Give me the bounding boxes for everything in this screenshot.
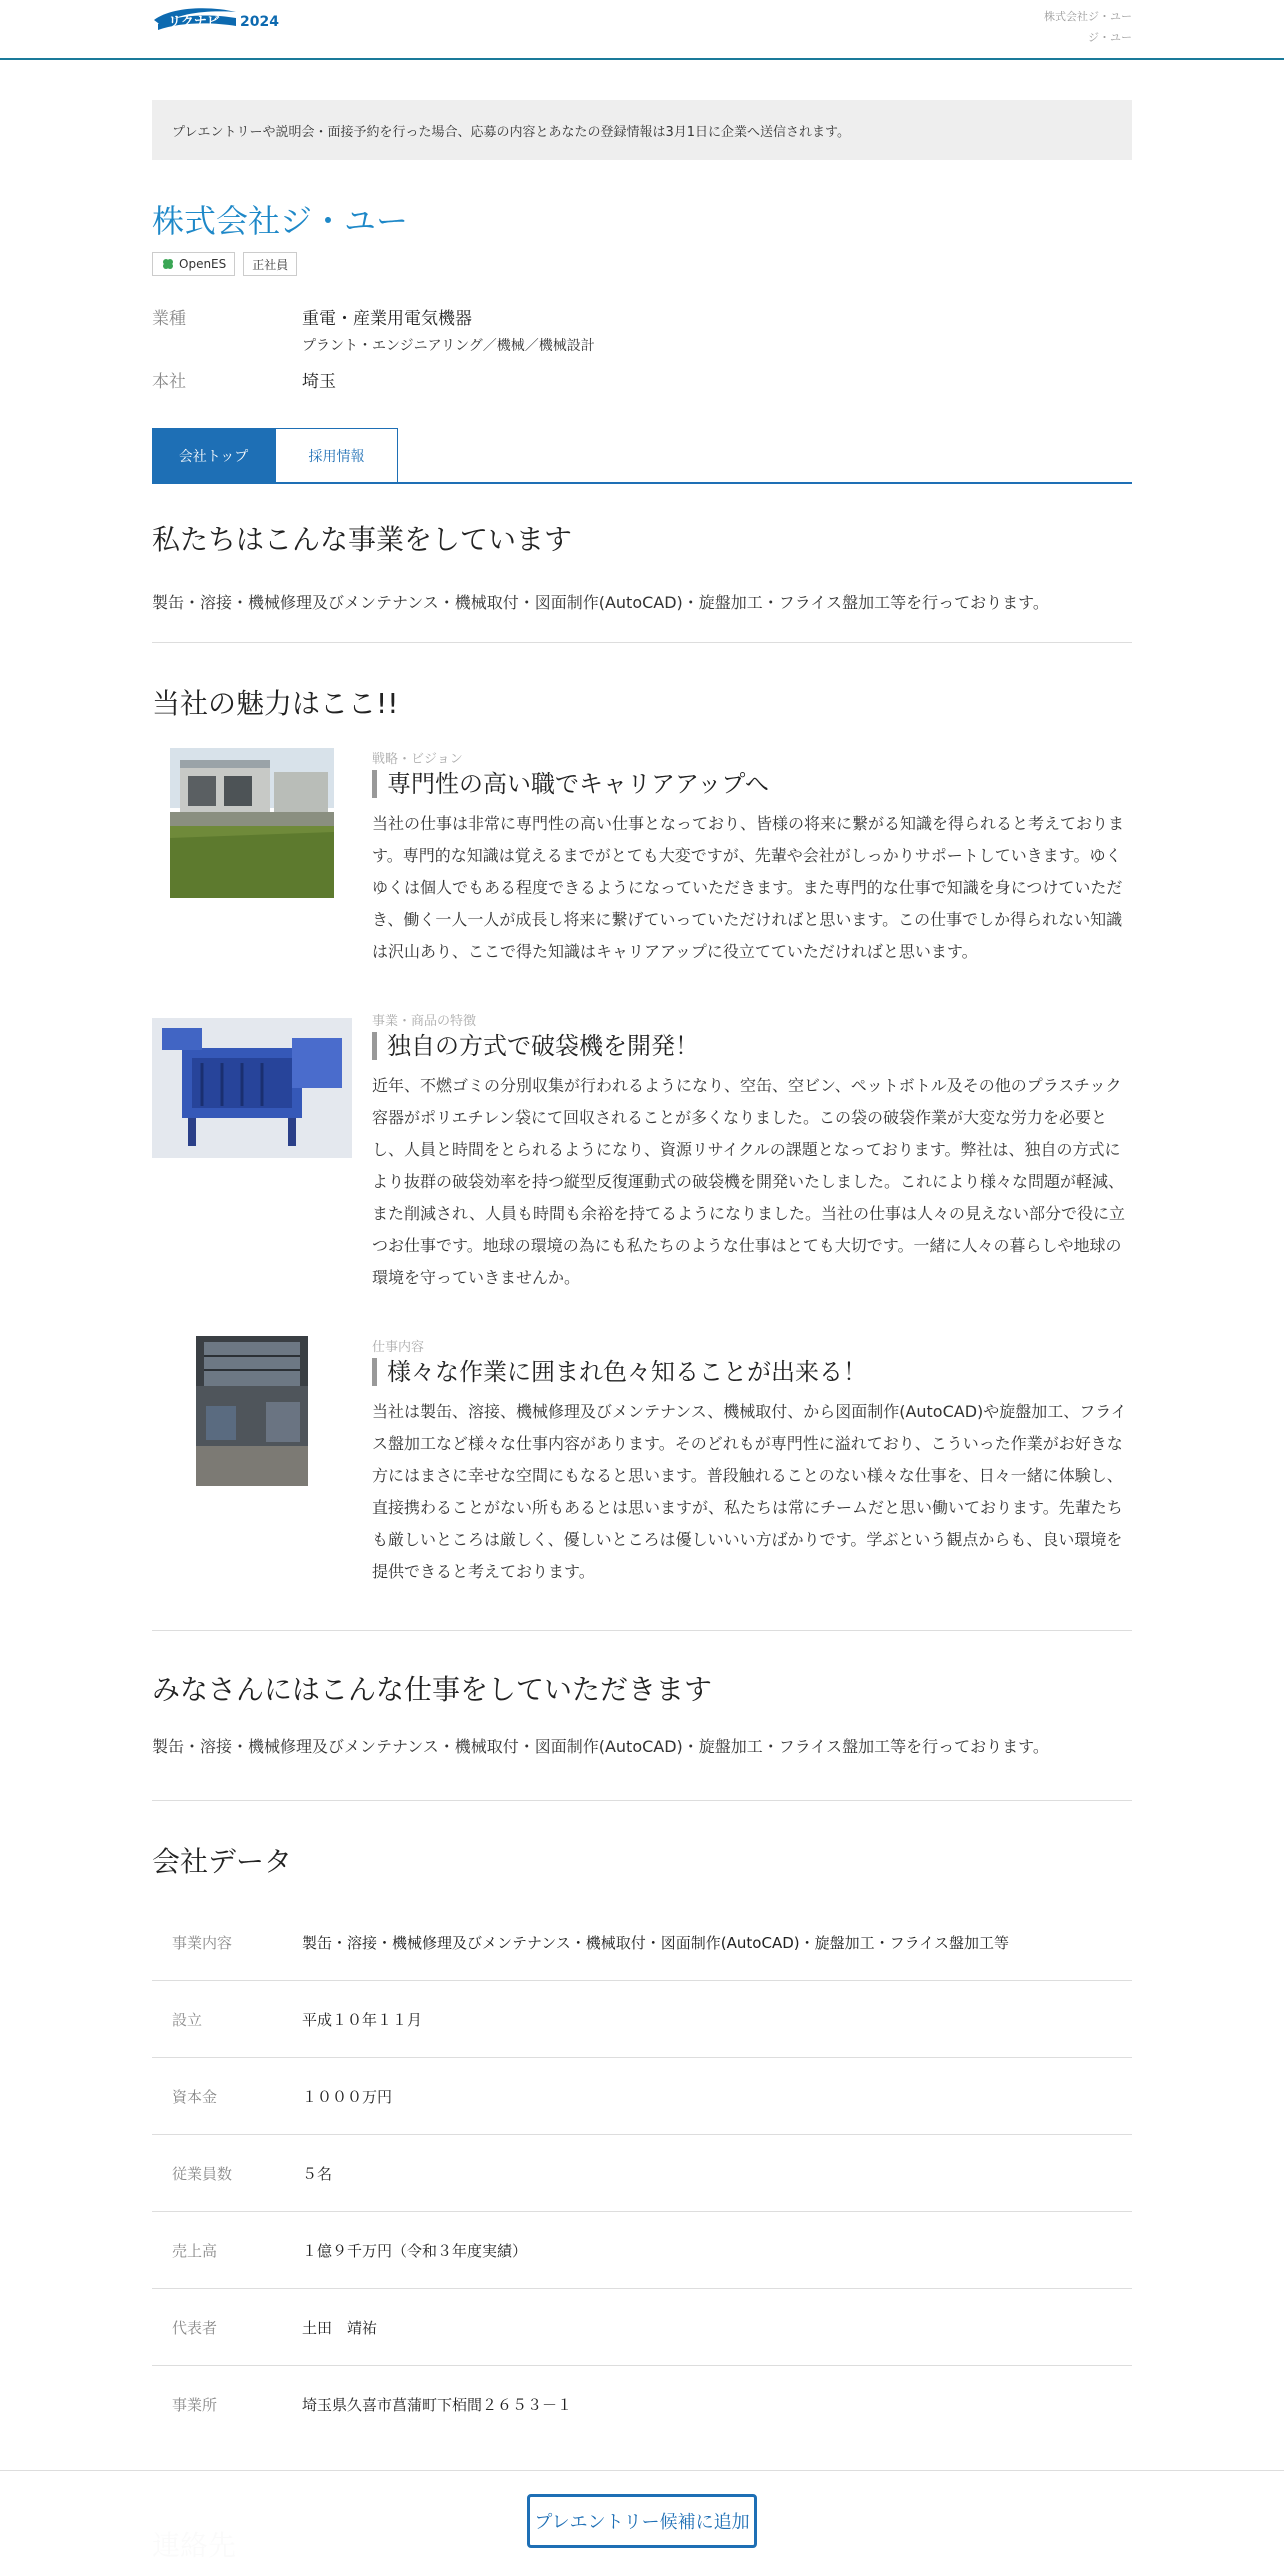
- add-preentry-button[interactable]: プレエントリー候補に追加: [527, 2494, 757, 2548]
- hq-row: [152, 367, 1132, 392]
- header-company-label: [1044, 6, 1132, 48]
- feature-title: 独自の方式で破袋機を開発！: [372, 1032, 699, 1060]
- divider: [152, 642, 1132, 643]
- industry-sub: プラント・エンジニアリング／機械／機械設計: [302, 338, 595, 354]
- logo-swoosh-icon: [152, 4, 298, 34]
- data-value: 埼玉県久喜市菖蒲町下栢間２６５３－１: [302, 2396, 573, 2414]
- feature-category: 仕事内容: [372, 1340, 425, 1355]
- hq-value: 埼玉: [302, 372, 336, 392]
- table-row: [152, 1981, 1132, 2058]
- feature-item: [152, 748, 1132, 968]
- table-row: [152, 1904, 1132, 1981]
- data-value: ５名: [302, 2164, 333, 2183]
- feature-category: 戦略・ビジョン: [372, 752, 463, 767]
- business-text: 製缶・溶接・機械修理及びメンテナンス・機械取付・図面制作(AutoCAD)・旋盤加工・フライス盤加工等を行っております。: [152, 593, 1049, 612]
- industry-label: 業種: [152, 309, 186, 329]
- work-title: みなさんにはこんな仕事をしていただきます: [152, 1673, 713, 1706]
- factory-interior-photo-icon: [196, 1336, 308, 1486]
- data-value: 製缶・溶接・機械修理及びメンテナンス・機械取付・図面制作(AutoCAD)・旋盤加工・フライス盤加工等: [302, 1933, 1010, 1952]
- company-data-title: 会社データ: [152, 1845, 293, 1878]
- tag-label: OpenES: [179, 257, 227, 271]
- svg-text:リクナビ: リクナビ: [168, 15, 220, 30]
- data-value: １億９千万円（令和３年度実績）: [302, 2241, 528, 2260]
- company-info: [152, 304, 1132, 404]
- tag-label: 正社員: [252, 257, 289, 272]
- data-label: 資本金: [172, 2087, 218, 2106]
- industry-row: [152, 304, 1132, 355]
- data-value: 平成１０年１１月: [302, 2010, 423, 2029]
- industry-value: 重電・産業用電気機器: [302, 309, 472, 329]
- header-company-name: 株式会社ジ・ユー: [1044, 10, 1132, 23]
- bag-breaker-photo-icon: [152, 1018, 352, 1158]
- feature-item: [152, 1336, 1132, 1596]
- data-value: １０００万円: [302, 2087, 393, 2106]
- feature-photo-building: [170, 748, 334, 898]
- divider: [152, 1800, 1132, 1801]
- data-label: 設立: [172, 2010, 203, 2029]
- page-tabs: [152, 428, 1132, 484]
- feature-photo-factory: [196, 1336, 308, 1486]
- notice-text: プレエントリーや説明会・面接予約を行った場合、応募の内容とあなたの登録情報は3月1日に企業へ送信されます。: [172, 124, 850, 140]
- data-label: 売上高: [172, 2241, 218, 2260]
- company-name: 株式会社ジ・ユー: [152, 202, 409, 240]
- appeal-title: 当社の魅力はここ!!: [152, 687, 399, 720]
- data-value: 土田 靖祐: [302, 2318, 378, 2337]
- feature-photo-machine: [152, 1018, 352, 1158]
- feature-text: 近年、不燃ゴミの分別収集が行われるようになり、空缶、空ビン、ペットボトル及その他のプラスチック容器がポリエチレン袋にて回収されることが多くなりました。この袋の破袋作業が大変な労力を必要とし、人員と時間をとられるようになり、資源リサイクルの課題となっております。弊社は、独自の方式により抜群の破袋効率を持つ縦型反復運動式の破袋機を開発いたしました。これにより様々な問題が軽減、また削減され、人員も時間も余裕を持てるようになりました。当社の仕事は人々の見えない部分で役に立つお仕事です。地球の環境の為にも私たちのような仕事はとても大切です。一緒に人々の暮らしや地球の環境を守っていきませんか。: [372, 1076, 1125, 1287]
- table-row: [152, 2212, 1132, 2289]
- feature-text: 当社の仕事は非常に専門性の高い仕事となっており、皆様の将来に繋がる知識を得られると考えております。専門的な知識は覚えるまでがとても大変ですが、先輩や会社がしっかりサポートしていきます。ゆくゆくは個人でもある程度できるようになっていただきます。また専門的な仕事で知識を身につけていただき、働く一人一人が成長し将来に繋げていっていただければと思います。この仕事でしか得られない知識は沢山あり、ここで得た知識はキャリアアップに役立てていただければと思います。: [372, 814, 1125, 961]
- divider: [152, 1630, 1132, 1631]
- feature-title: 専門性の高い職でキャリアアップへ: [372, 770, 769, 798]
- business-title: 私たちはこんな事業をしています: [152, 523, 573, 556]
- tab-company-top[interactable]: 会社トップ: [152, 428, 275, 482]
- table-row: [152, 2289, 1132, 2366]
- rikunabi-logo[interactable]: [152, 4, 298, 34]
- svg-text:2024: 2024: [240, 14, 279, 30]
- table-row: [152, 2058, 1132, 2135]
- company-data-table: [152, 1904, 1132, 2443]
- clover-icon: [161, 257, 175, 271]
- feature-category: 事業・商品の特徴: [372, 1014, 477, 1029]
- data-label: 従業員数: [172, 2164, 233, 2183]
- preentry-notice: [152, 100, 1132, 160]
- tab-recruitment-info[interactable]: 採用情報: [275, 428, 398, 482]
- header-company-name-2: ジ・ユー: [1088, 31, 1132, 44]
- company-tags: [152, 252, 297, 276]
- site-header: [0, 0, 1284, 60]
- data-label: 事業所: [172, 2396, 218, 2414]
- feature-item: [152, 1010, 1132, 1300]
- tag-openes: [152, 252, 235, 276]
- building-photo-icon: [170, 748, 334, 898]
- work-text: 製缶・溶接・機械修理及びメンテナンス・機械取付・図面制作(AutoCAD)・旋盤加工・フライス盤加工等を行っております。: [152, 1737, 1049, 1756]
- hq-label: 本社: [152, 372, 186, 392]
- feature-text: 当社は製缶、溶接、機械修理及びメンテナンス、機械取付、から図面制作(AutoCAD)や旋盤加工、フライス盤加工など様々な仕事内容があります。そのどれもが専門性に溢れており、こういった作業がお好きな方にはまさに幸せな空間にもなると思います。普段触れることのない様々な仕事を、日々一緒に体験し、直接携わることがない所もあるとは思いますが、私たちは常にチームだと思い働いております。先輩たちも厳しいところは厳しく、優しいところは優しいいい方ばかりです。学ぶという観点からも、良い環境を提供できると考えております。: [372, 1402, 1127, 1581]
- table-row: [152, 2366, 1132, 2443]
- data-label: 代表者: [172, 2318, 218, 2337]
- table-row: [152, 2135, 1132, 2212]
- feature-title: 様々な作業に囲まれ色々知ることが出来る！: [372, 1358, 867, 1386]
- data-label: 事業内容: [172, 1933, 233, 1952]
- tag-employment-type: [243, 252, 297, 276]
